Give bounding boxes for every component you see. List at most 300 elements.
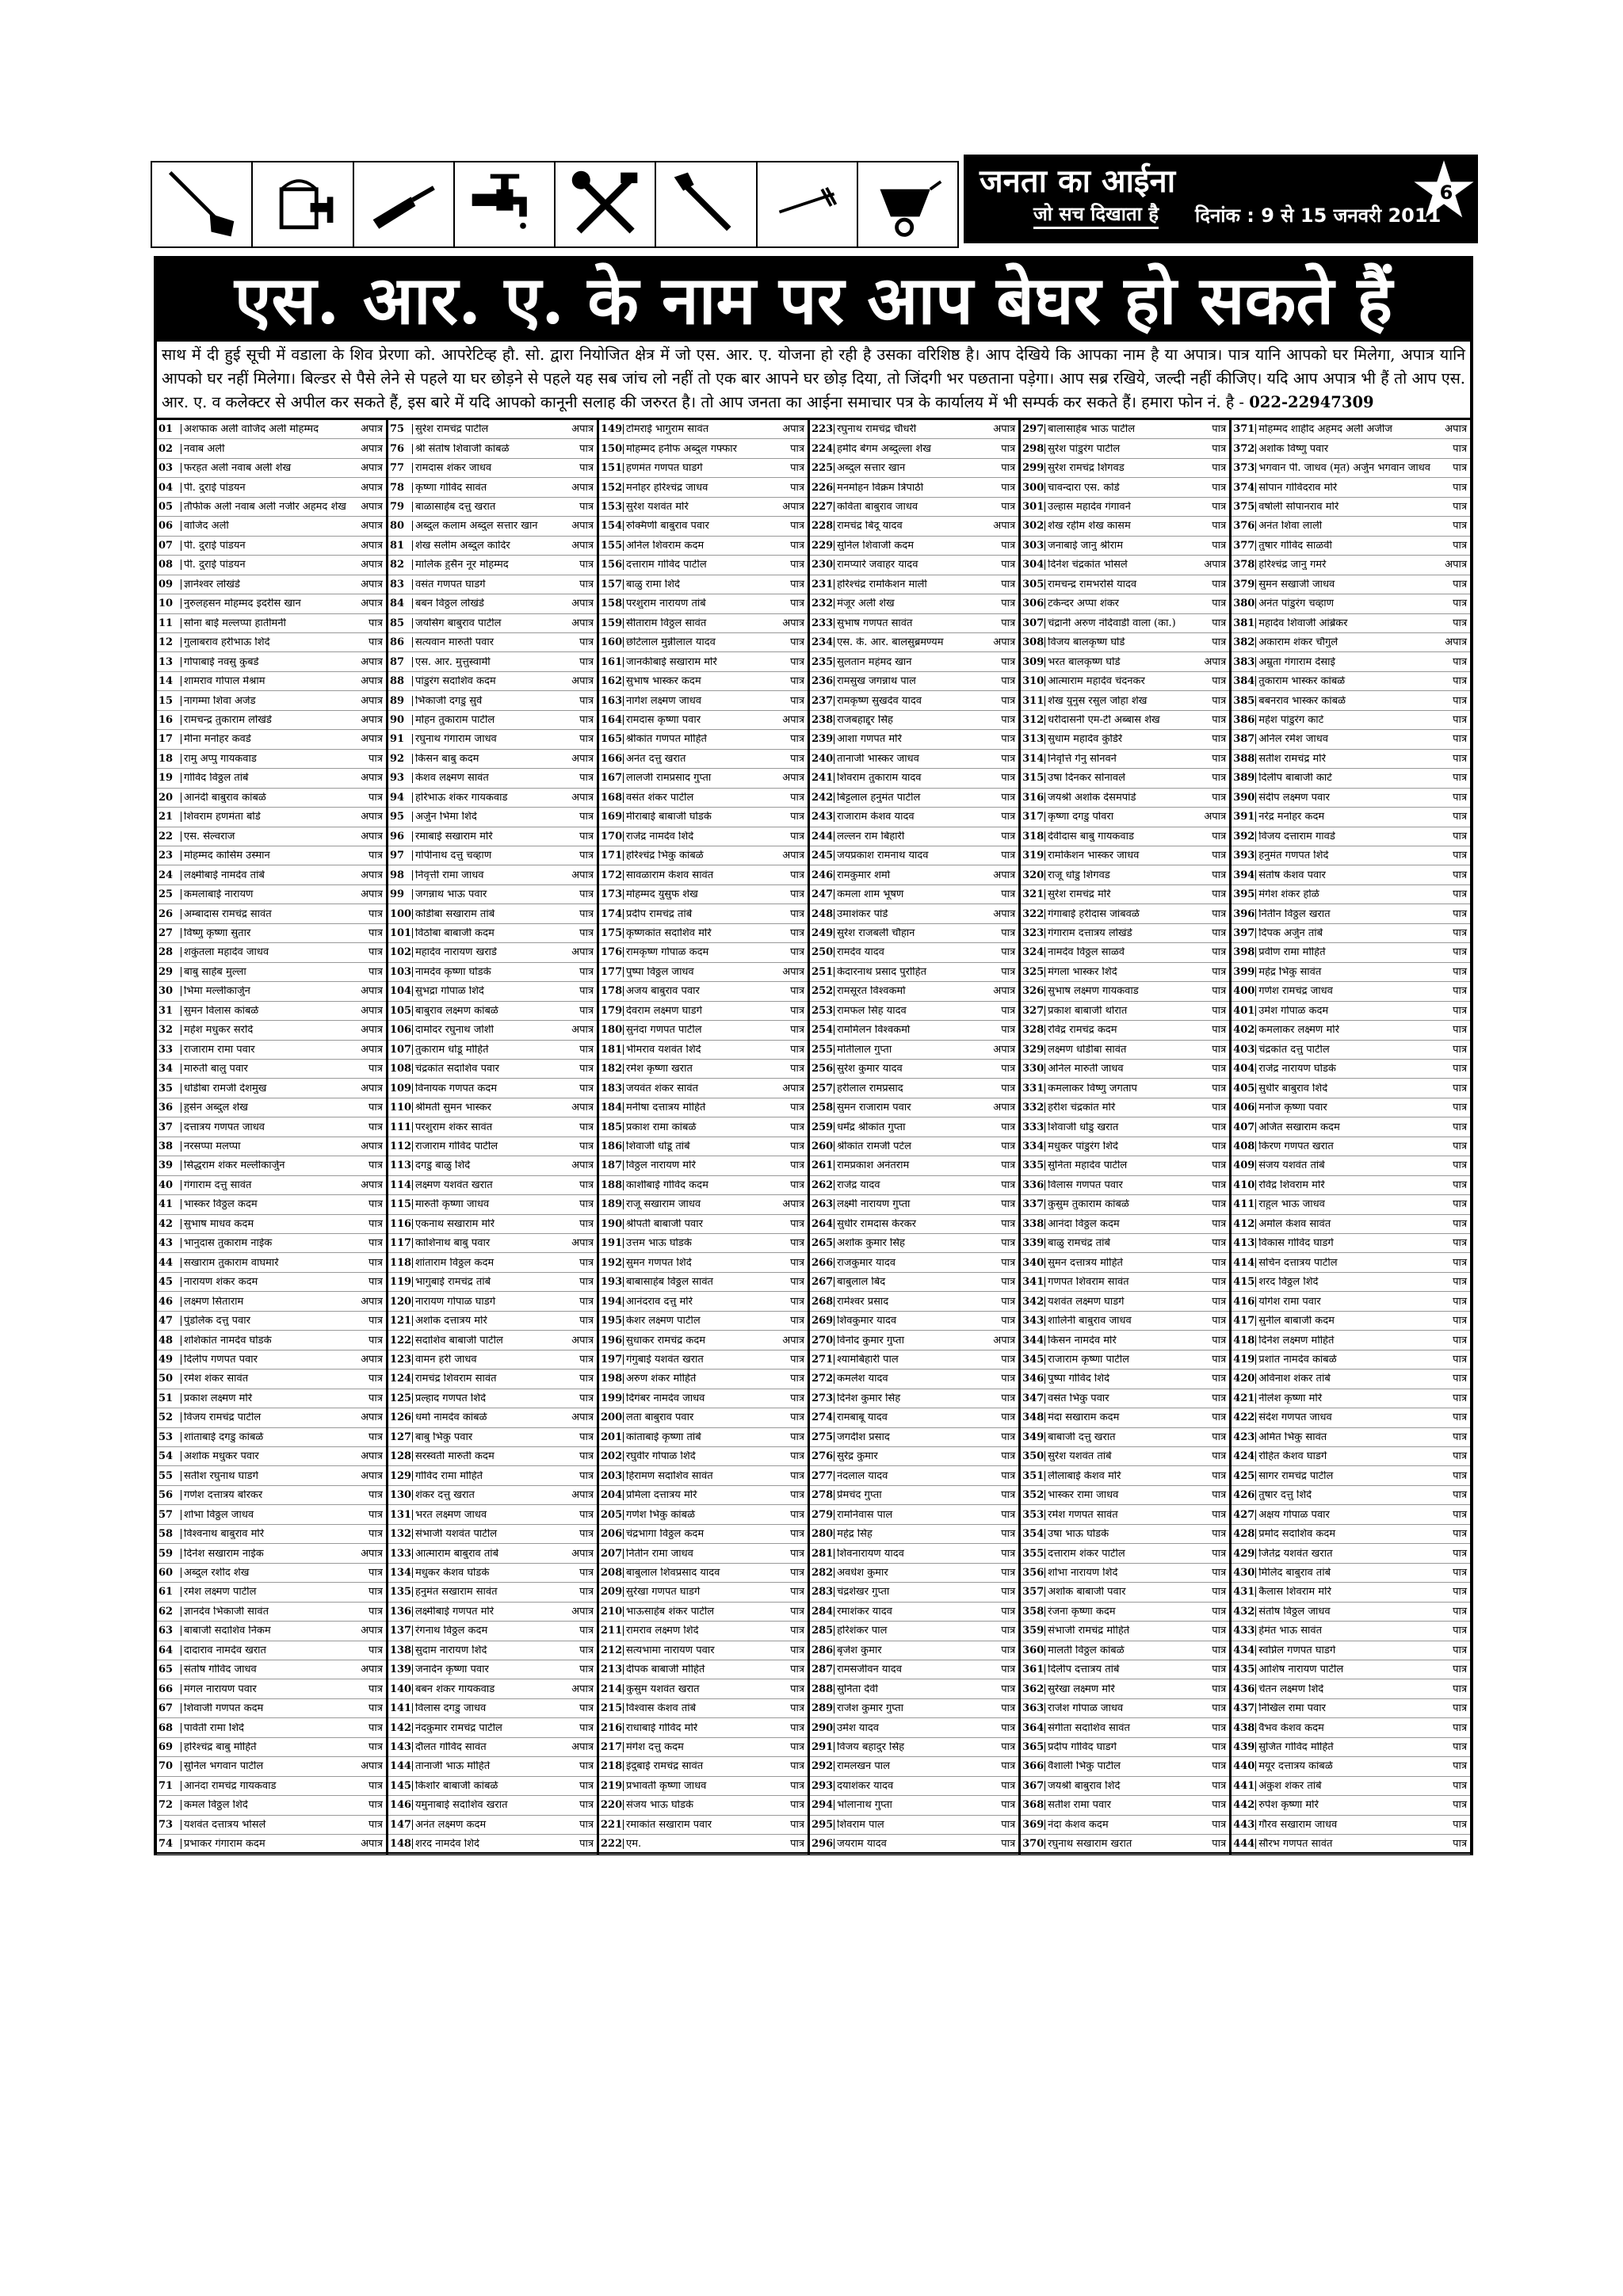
list-item xyxy=(599,750,808,769)
resident-name: हिरामण सदाशिव सावंत xyxy=(623,1471,768,1481)
eligibility-status: पात्र xyxy=(369,1779,383,1792)
serial-number: 375 xyxy=(1233,501,1255,514)
resident-name: केदारनाथ प्रसाद पुरोहित xyxy=(834,967,979,977)
resident-name: तानाजी भाऊ मोहिते xyxy=(412,1761,557,1771)
resident-name: रामराव लक्ष्मण शिंदे xyxy=(623,1626,768,1636)
list-item xyxy=(157,808,386,827)
serial-number: 389 xyxy=(1233,772,1255,785)
serial-number: 48 xyxy=(158,1334,174,1347)
phone-number: 022-22947309 xyxy=(1249,393,1374,411)
list-item xyxy=(388,963,597,982)
eligibility-status: अपात्र xyxy=(782,772,805,785)
serial-number: 112 xyxy=(389,1140,412,1152)
resident-name: मोहम्मद कासिम उस्मान xyxy=(181,850,346,861)
serial-number: 304 xyxy=(1022,559,1044,571)
eligibility-status: पात्र xyxy=(790,481,805,494)
eligibility-status: पात्र xyxy=(1453,752,1467,765)
resident-name: हरिशंकर पाल xyxy=(834,1626,979,1636)
serial-number: 401 xyxy=(1233,1004,1255,1017)
resident-name: सीताराम विठ्ठल सावंत xyxy=(623,618,768,628)
resident-name: यशवंत लक्ष्मण घाडगे xyxy=(1044,1297,1190,1307)
serial-number: 78 xyxy=(389,481,405,494)
serial-number: 315 xyxy=(1022,772,1044,785)
list-item xyxy=(1232,1408,1470,1427)
list-item xyxy=(1232,1699,1470,1718)
serial-number: 321 xyxy=(1022,888,1044,901)
list-item xyxy=(599,1079,808,1098)
eligibility-status: अपात्र xyxy=(571,675,594,688)
eligibility-status: पात्र xyxy=(579,1644,594,1656)
resident-name: नुरुलहसन मोहम्मद इदरीस खान xyxy=(181,598,346,609)
serial-number: 37 xyxy=(158,1121,174,1133)
eligibility-status: पात्र xyxy=(579,1121,594,1133)
serial-number: 01 xyxy=(158,423,174,436)
list-item xyxy=(1021,1234,1229,1253)
resident-name: संतोष गोविंद जाधव xyxy=(181,1664,346,1675)
list-item xyxy=(599,1544,808,1563)
list-item xyxy=(810,1486,1018,1505)
trowel-icon xyxy=(353,161,455,248)
list-item xyxy=(1232,1350,1470,1370)
resident-name: सुरेश रामचंद्र मोरे xyxy=(1044,889,1190,900)
eligibility-status: पात्र xyxy=(1212,501,1227,514)
eligibility-status: पात्र xyxy=(790,520,805,533)
list-item xyxy=(1232,614,1470,633)
resident-name: प्रभाकर गंगाराम कदम xyxy=(181,1839,346,1849)
eligibility-status: पात्र xyxy=(1001,1179,1016,1191)
resident-name: सुरेखा गणपत घाडगे xyxy=(623,1587,768,1597)
serial-number: 229 xyxy=(812,539,834,552)
list-item xyxy=(1021,1156,1229,1175)
eligibility-status: पात्र xyxy=(1453,655,1467,668)
eligibility-status: पात्र xyxy=(790,442,805,455)
serial-number: 249 xyxy=(812,927,834,939)
resident-name: सतीश रामा पवार xyxy=(1044,1800,1190,1810)
serial-number: 242 xyxy=(812,791,834,804)
serial-number: 255 xyxy=(812,1043,834,1056)
eligibility-status: पात्र xyxy=(1453,675,1467,688)
list-item xyxy=(388,556,597,575)
serial-number: 137 xyxy=(389,1625,412,1637)
serial-number: 356 xyxy=(1022,1566,1044,1579)
resident-name: सुनिल शिवाजी कदम xyxy=(834,541,979,551)
article-box xyxy=(154,256,1473,1855)
eligibility-status: अपात्र xyxy=(361,1412,383,1424)
resident-name: देवीदास बाबु गायकवाड xyxy=(1044,831,1190,842)
list-item xyxy=(810,885,1018,904)
resident-name: कमल विठ्ठल शिंदे xyxy=(181,1800,346,1810)
serial-number: 262 xyxy=(812,1179,834,1191)
resident-name: आनंदा विठ्ठल कदम xyxy=(1044,1219,1190,1229)
list-item xyxy=(599,1021,808,1040)
serial-number: 168 xyxy=(601,791,623,804)
serial-number: 433 xyxy=(1233,1625,1255,1637)
serial-number: 307 xyxy=(1022,617,1044,629)
water-tap-icon xyxy=(453,161,556,248)
serial-number: 338 xyxy=(1022,1217,1044,1230)
serial-number: 107 xyxy=(389,1043,412,1056)
serial-number: 179 xyxy=(601,1004,623,1017)
resident-name: फरहत अली नवाब अली शेख xyxy=(181,463,346,473)
resident-name: उल्हास महादेव गंगावने xyxy=(1044,502,1190,512)
eligibility-status: अपात्र xyxy=(993,423,1016,436)
resident-name: बाबाजी दत्तु खरात xyxy=(1044,1432,1190,1442)
eligibility-status: अपात्र xyxy=(1204,811,1227,823)
list-item xyxy=(388,1564,597,1583)
eligibility-status: पात्र xyxy=(369,1508,383,1521)
list-item xyxy=(1021,769,1229,788)
eligibility-status: पात्र xyxy=(790,1664,805,1676)
serial-number: 223 xyxy=(812,423,834,436)
eligibility-status: पात्र xyxy=(1212,481,1227,494)
serial-number: 82 xyxy=(389,559,405,571)
serial-number: 402 xyxy=(1233,1024,1255,1037)
serial-number: 273 xyxy=(812,1392,834,1404)
list-item xyxy=(1232,1544,1470,1563)
resident-name: मधुकर पांडुरंग शिंदे xyxy=(1044,1141,1190,1152)
resident-name: भास्कर रामा जाधव xyxy=(1044,1490,1190,1500)
eligibility-status: पात्र xyxy=(1453,1760,1467,1773)
eligibility-status: पात्र xyxy=(1453,1121,1467,1133)
list-item xyxy=(599,1350,808,1370)
list-item xyxy=(1021,1253,1229,1272)
serial-number: 160 xyxy=(601,636,623,649)
list-item xyxy=(1232,1098,1470,1117)
serial-number: 19 xyxy=(158,772,174,785)
resident-name: सुरेश यशवंत तांबे xyxy=(1044,1451,1190,1461)
resident-name: सुभाष भास्कर कदम xyxy=(623,676,768,686)
list-item xyxy=(1232,1486,1470,1505)
eligibility-status: पात्र xyxy=(1453,1566,1467,1579)
resident-name: मंदा सखाराम कदम xyxy=(1044,1412,1190,1423)
list-item xyxy=(599,1796,808,1815)
eligibility-status: पात्र xyxy=(790,752,805,765)
resident-name: भोलानाथ गुप्ता xyxy=(834,1800,979,1810)
intro-text: साथ में दी हुई सूची में वडाला के शिव प्रेरणा को. आपरेटिव्ह हौ. सो. द्वारा नियोजित क्षेत्र में जो एस. आर. ए. योजना हो रही है उसका वरिशिष्ठ है। आप देखिये कि आपका नाम है या अपात्र। पात्र यानि आपको घर मिलेगा, अपात्र यानि आपको घर नहीं मिलेगा। बिल्डर से पैसे लेने से पहले या घर छोड़ने से पहले यह सब जांच लो नहीं तो एक बार आपने घर छोड़ दिया, तो जिंदगी भर पछताना पड़ेगा। आप सब्र रखिये, जल्दी नहीं कीजिए। यदि आप अपात्र भी हैं तो आप एस. आर. ए. व कलेक्टर से अपील कर सकते हैं, इस बारे में यदि आपको कानूनी सलाह की जरुरत है। तो आप जनता का आईना समाचार पत्र के कार्यालय में भी सम्पर्क कर सकते हैं। हमारा फोन नं. है - xyxy=(162,346,1465,411)
resident-name: दिनेश लक्ष्मण मोहिते xyxy=(1255,1335,1430,1346)
eligibility-status: पात्र xyxy=(1001,1412,1016,1424)
resident-name: रामदेव यादव xyxy=(834,947,979,957)
list-item xyxy=(388,459,597,478)
eligibility-status: पात्र xyxy=(790,1237,805,1250)
eligibility-status: पात्र xyxy=(1212,539,1227,552)
serial-number: 109 xyxy=(389,1082,412,1095)
resident-name: इंदुबाई रामचंद्र सावंत xyxy=(623,1761,768,1771)
eligibility-status: पात्र xyxy=(579,1179,594,1191)
serial-number: 204 xyxy=(601,1489,623,1502)
list-item xyxy=(810,846,1018,865)
list-item xyxy=(157,1041,386,1060)
resident-name: दामोदर रघुनाथ जोशी xyxy=(412,1025,557,1035)
serial-number: 15 xyxy=(158,694,174,707)
resident-name: मंगेश शंकर होळे xyxy=(1255,889,1430,900)
eligibility-status: पात्र xyxy=(1001,481,1016,494)
eligibility-status: पात्र xyxy=(1453,501,1467,514)
resident-name: दिपक अर्जुन तांबे xyxy=(1255,928,1430,938)
serial-number: 277 xyxy=(812,1469,834,1482)
serial-number: 220 xyxy=(601,1799,623,1812)
eligibility-status: अपात्र xyxy=(361,1043,383,1056)
serial-number: 381 xyxy=(1233,617,1255,629)
list-item xyxy=(1021,1486,1229,1505)
list-item xyxy=(810,1060,1018,1079)
serial-number: 200 xyxy=(601,1412,623,1424)
resident-name: शरद विठ्ठल शिंदे xyxy=(1255,1277,1430,1287)
serial-number: 420 xyxy=(1233,1373,1255,1385)
list-item xyxy=(1021,652,1229,671)
list-item xyxy=(810,943,1018,962)
resident-name: बाबुराव लक्ष्मण कांबळे xyxy=(412,1006,557,1016)
eligibility-status: अपात्र xyxy=(571,946,594,959)
eligibility-status: पात्र xyxy=(369,1721,383,1734)
resident-name: हरिभाऊ शंकर गायकवाड xyxy=(412,793,557,803)
serial-number: 337 xyxy=(1022,1198,1044,1211)
serial-number: 435 xyxy=(1233,1664,1255,1676)
eligibility-status: पात्र xyxy=(579,1450,594,1463)
list-item xyxy=(1232,1370,1470,1389)
resident-name: रोहित केशव घाडगे xyxy=(1255,1451,1430,1461)
eligibility-status: पात्र xyxy=(790,1528,805,1541)
resident-name: रुक्मिणी बाबुराव पवार xyxy=(623,521,768,531)
resident-name: दयाशंकर यादव xyxy=(834,1781,979,1791)
eligibility-status: पात्र xyxy=(790,888,805,901)
resident-name: जयप्रकाश रामनाथ यादव xyxy=(834,850,979,861)
list-item xyxy=(1021,1525,1229,1544)
serial-number: 373 xyxy=(1233,462,1255,475)
serial-number: 39 xyxy=(158,1159,174,1172)
resident-name: आत्माराम बाबुराव तांबे xyxy=(412,1549,557,1559)
serial-number: 177 xyxy=(601,965,623,978)
list-item xyxy=(1232,459,1470,478)
list-item xyxy=(599,459,808,478)
list-item xyxy=(1232,1060,1470,1079)
serial-number: 289 xyxy=(812,1702,834,1715)
serial-number: 157 xyxy=(601,578,623,590)
resident-name: विजय दत्ताराम गावडे xyxy=(1255,831,1430,842)
wrench-icon xyxy=(655,161,757,248)
resident-name: बबन विठ्ठल लोखंडे xyxy=(412,598,557,609)
list-item xyxy=(388,575,597,594)
resident-name: नारायण गोपाळ घाडगे xyxy=(412,1297,557,1307)
resident-name: नंदलाल यादव xyxy=(834,1471,979,1481)
resident-name: रामचंद्र शिवराम सावंत xyxy=(412,1373,557,1384)
serial-number: 276 xyxy=(812,1450,834,1463)
eligibility-status: पात्र xyxy=(790,675,805,688)
eligibility-status: पात्र xyxy=(1212,1469,1227,1482)
resident-name: रुपेश कृष्णा मोरे xyxy=(1255,1800,1430,1810)
eligibility-status: अपात्र xyxy=(571,1412,594,1424)
eligibility-status: अपात्र xyxy=(361,1664,383,1676)
eligibility-status: अपात्र xyxy=(361,1625,383,1637)
serial-number: 02 xyxy=(158,442,174,455)
eligibility-status: अपात्र xyxy=(361,694,383,707)
resident-name: बाळु रामा शिंदे xyxy=(623,579,768,590)
list-item xyxy=(810,1176,1018,1195)
serial-number: 314 xyxy=(1022,752,1044,765)
serial-number: 379 xyxy=(1233,578,1255,590)
list-item xyxy=(599,904,808,923)
resident-name: केशर लक्ष्मण पाटील xyxy=(623,1316,768,1326)
resident-name: चंद्रानी अरुण नंदिवाडी वाला (का.) xyxy=(1044,618,1190,628)
headline: एस. आर. ए. के नाम पर आप बेघर हो सकते हैं xyxy=(157,259,1470,342)
list-item xyxy=(388,1331,597,1350)
serial-number: 376 xyxy=(1233,520,1255,533)
serial-number: 206 xyxy=(601,1528,623,1541)
resident-name: सुभद्रा गोपाळ शिंदे xyxy=(412,986,557,996)
serial-number: 358 xyxy=(1022,1605,1044,1618)
serial-number: 244 xyxy=(812,830,834,842)
paint-bucket-icon xyxy=(251,161,353,248)
list-item xyxy=(1021,1195,1229,1214)
resident-name: दत्ताराम शंकर पाटील xyxy=(1044,1549,1190,1559)
resident-name: तुकाराम भास्कर कांबळे xyxy=(1255,676,1430,686)
serial-number: 74 xyxy=(158,1838,174,1851)
list-item xyxy=(599,865,808,884)
serial-number: 275 xyxy=(812,1431,834,1443)
resident-name: गंगुबाई यशवंत खरात xyxy=(623,1354,768,1365)
resident-name: सुरेंद्र कुमार xyxy=(834,1451,979,1461)
list-item xyxy=(599,537,808,556)
eligibility-status: पात्र xyxy=(1453,1799,1467,1812)
resident-name: राजू धोंडु शिंगवड xyxy=(1044,870,1190,881)
eligibility-status: पात्र xyxy=(790,1276,805,1289)
list-item xyxy=(157,1098,386,1117)
eligibility-status: पात्र xyxy=(1001,752,1016,765)
resident-name: संजय यशवंत तांबे xyxy=(1255,1160,1430,1171)
resident-name: अमोल केशव सावंत xyxy=(1255,1219,1430,1229)
eligibility-status: अपात्र xyxy=(361,655,383,668)
serial-number: 87 xyxy=(389,655,405,668)
resident-name: दिनेश सखाराम नाईक xyxy=(181,1549,346,1559)
resident-name: निखिल रामा पवार xyxy=(1255,1703,1430,1713)
eligibility-status: पात्र xyxy=(369,1702,383,1715)
serial-number: 363 xyxy=(1022,1702,1044,1715)
serial-number: 398 xyxy=(1233,946,1255,959)
list-item xyxy=(388,1060,597,1079)
list-item xyxy=(1021,1699,1229,1718)
serial-number: 353 xyxy=(1022,1508,1044,1521)
eligibility-status: पात्र xyxy=(1453,1237,1467,1250)
serial-number: 101 xyxy=(389,927,412,939)
serial-number: 234 xyxy=(812,636,834,649)
resident-name: चेतन लक्ष्मण शिंदे xyxy=(1255,1684,1430,1694)
eligibility-status: पात्र xyxy=(579,1353,594,1366)
serial-number: 377 xyxy=(1233,539,1255,552)
list-item xyxy=(599,963,808,982)
serial-number: 117 xyxy=(389,1237,412,1250)
eligibility-status: पात्र xyxy=(1453,1043,1467,1056)
eligibility-status: पात्र xyxy=(1212,578,1227,590)
resident-name: तुषार दत्तु शिंदे xyxy=(1255,1490,1430,1500)
resident-name: गोविंद विठ्ठल तांबे xyxy=(181,773,346,783)
list-item xyxy=(599,1156,808,1175)
eligibility-status: अपात्र xyxy=(571,1102,594,1114)
eligibility-status: अपात्र xyxy=(993,1043,1016,1056)
resident-name: राजाराम कृष्णा पाटील xyxy=(1044,1354,1190,1365)
eligibility-status: पात्र xyxy=(1453,1741,1467,1754)
list-item xyxy=(1021,711,1229,730)
resident-name: राहुल भाऊ जाधव xyxy=(1255,1199,1430,1209)
eligibility-status: पात्र xyxy=(1453,1528,1467,1541)
list-item xyxy=(810,1253,1018,1272)
eligibility-status: अपात्र xyxy=(571,598,594,610)
resident-name: मनोहर हरिश्चंद्र जाधव xyxy=(623,483,768,493)
eligibility-status: पात्र xyxy=(1453,1644,1467,1656)
list-item xyxy=(1232,1253,1470,1272)
list-item xyxy=(1021,1641,1229,1660)
resident-name: अजय बाबुराव पवार xyxy=(623,986,768,996)
resident-name: हरिश्चंद्र बाबु मोहिते xyxy=(181,1742,346,1752)
eligibility-status: पात्र xyxy=(1212,1198,1227,1211)
serial-number: 310 xyxy=(1022,675,1044,688)
resident-name: सुधाकर रामचंद्र कदम xyxy=(623,1335,768,1346)
list-item xyxy=(810,1816,1018,1835)
resident-name: वसंत गणपत घाडगे xyxy=(412,579,557,590)
resident-name: विजय बहादुर सिंह xyxy=(834,1742,979,1752)
masthead-title: जनता का आईना xyxy=(980,163,1176,200)
serial-number: 81 xyxy=(389,539,405,552)
resident-name: हनुमंत सखाराम सावंत xyxy=(412,1587,557,1597)
serial-number: 167 xyxy=(601,772,623,785)
serial-number: 406 xyxy=(1233,1102,1255,1114)
serial-number: 197 xyxy=(601,1353,623,1366)
resident-name: रामदास कृष्णा पवार xyxy=(623,715,768,725)
list-item xyxy=(157,1699,386,1718)
list-item xyxy=(388,1273,597,1292)
list-item xyxy=(1232,1331,1470,1350)
list-item xyxy=(810,1195,1018,1214)
serial-number: 313 xyxy=(1022,733,1044,746)
list-item xyxy=(1021,750,1229,769)
eligibility-status: पात्र xyxy=(579,1586,594,1599)
resident-name: विठोबा बाबाजी कदम xyxy=(412,928,557,938)
resident-name: पुंडलिक दत्तु पवार xyxy=(181,1316,346,1326)
list-item xyxy=(599,1428,808,1447)
list-item xyxy=(599,1060,808,1079)
list-item xyxy=(810,1234,1018,1253)
resident-name: कृष्णा गोविंद सावंत xyxy=(412,483,557,493)
resident-name: शकुंतला महादेव जाधव xyxy=(181,947,346,957)
list-item xyxy=(810,537,1018,556)
resident-name: महेंद्र भिकु सावंत xyxy=(1255,967,1430,977)
eligibility-status: पात्र xyxy=(1212,1353,1227,1366)
resident-name: विलास गणपत पवार xyxy=(1044,1180,1190,1190)
serial-number: 231 xyxy=(812,578,834,590)
resident-name: दिलीप बाबाजी काटे xyxy=(1255,773,1430,783)
list-item xyxy=(810,750,1018,769)
resident-name: कृष्णकांत सदाशिव मोरे xyxy=(623,928,768,938)
list-item xyxy=(1021,1466,1229,1485)
serial-number: 189 xyxy=(601,1198,623,1211)
serial-number: 240 xyxy=(812,752,834,765)
resident-name: गंगाबाई हरीदास जांबवळे xyxy=(1044,909,1190,919)
resident-name: राजेंद्र नारायण घोडके xyxy=(1255,1064,1430,1074)
list-item xyxy=(1021,1603,1229,1622)
resident-name: यशवंत दत्तात्रय भोसले xyxy=(181,1820,346,1830)
list-item xyxy=(1232,924,1470,943)
list-item xyxy=(810,556,1018,575)
serial-number: 320 xyxy=(1022,869,1044,881)
list-item xyxy=(599,1505,808,1524)
resident-name: शिवराम हणमंता बोडे xyxy=(181,812,346,822)
list-item xyxy=(810,963,1018,982)
serial-number: 414 xyxy=(1233,1256,1255,1269)
eligibility-status: पात्र xyxy=(790,1741,805,1754)
eligibility-status: अपात्र xyxy=(571,539,594,552)
eligibility-status: अपात्र xyxy=(993,985,1016,998)
eligibility-status: पात्र xyxy=(790,907,805,920)
list-item xyxy=(388,1757,597,1776)
